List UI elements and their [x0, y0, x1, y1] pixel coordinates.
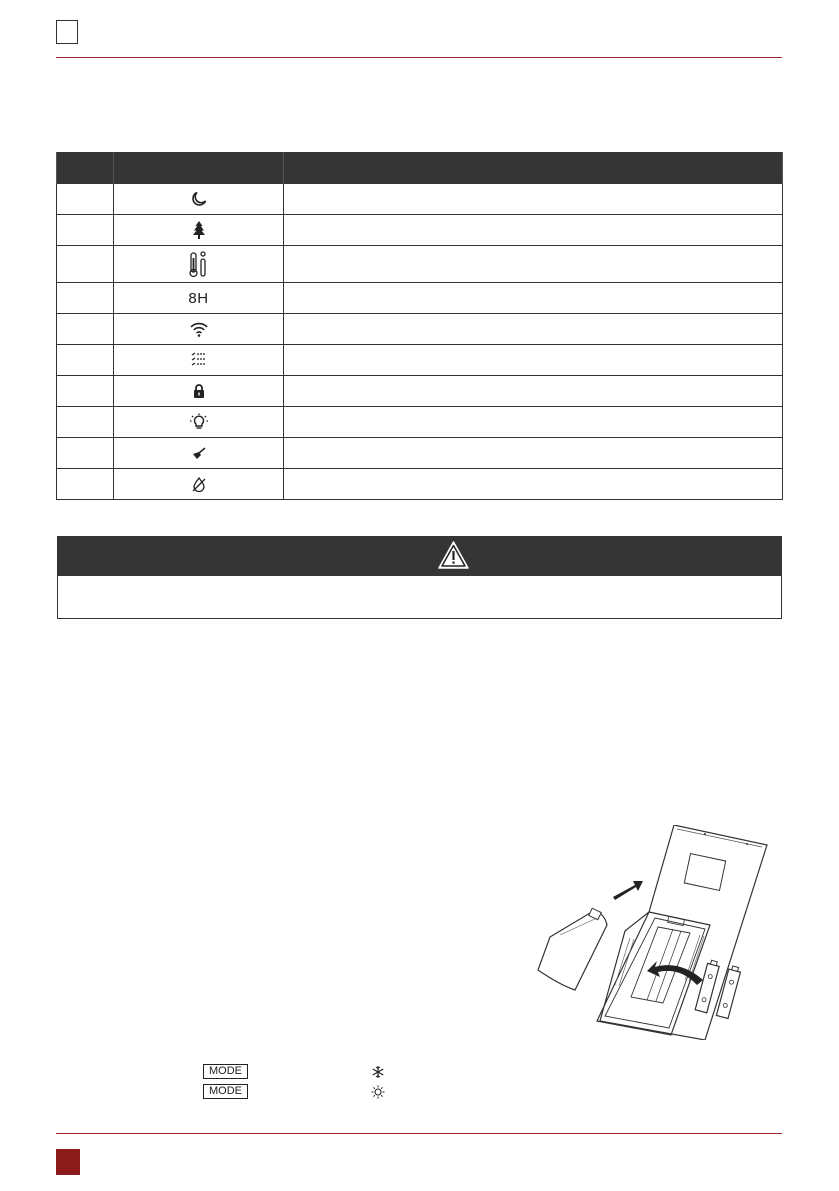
warning-icon — [437, 540, 470, 570]
header-cell-number — [57, 152, 114, 184]
wifi-icon — [189, 321, 209, 337]
clean-brush-icon — [191, 446, 207, 460]
table-row — [57, 438, 783, 469]
table-row — [57, 215, 783, 246]
lock-icon — [193, 384, 205, 399]
indicator-table — [56, 152, 783, 500]
table-row — [57, 184, 783, 215]
sun-icon — [371, 1085, 385, 1099]
warning-header — [57, 536, 782, 576]
thermometer-icon — [189, 250, 209, 278]
battery-installation-illustration — [535, 825, 775, 1040]
table-row — [57, 314, 783, 345]
snowflake-icon — [371, 1065, 385, 1079]
table-row — [57, 345, 783, 376]
moon-icon — [190, 190, 208, 208]
tree-icon — [192, 221, 206, 239]
warning-body — [57, 576, 782, 619]
header-rule — [56, 57, 782, 58]
header-cell-icon — [114, 152, 284, 184]
no-drip-icon — [191, 476, 207, 492]
table-row — [57, 283, 783, 314]
table-row — [57, 407, 783, 438]
swing-lines-icon — [190, 351, 208, 369]
table-row — [57, 376, 783, 407]
page-number-box — [56, 1149, 80, 1175]
header-cell-description — [284, 152, 783, 184]
table-row — [57, 469, 783, 500]
footer-rule — [56, 1133, 782, 1134]
mode-key-2: MODE — [203, 1084, 248, 1099]
table-row — [57, 246, 783, 283]
table-header-row — [57, 152, 783, 184]
mode-key-1: MODE — [203, 1064, 248, 1079]
chapter-number-box — [56, 20, 78, 44]
timer-8h-icon: 8H — [188, 289, 209, 307]
light-bulb-icon — [189, 413, 209, 431]
